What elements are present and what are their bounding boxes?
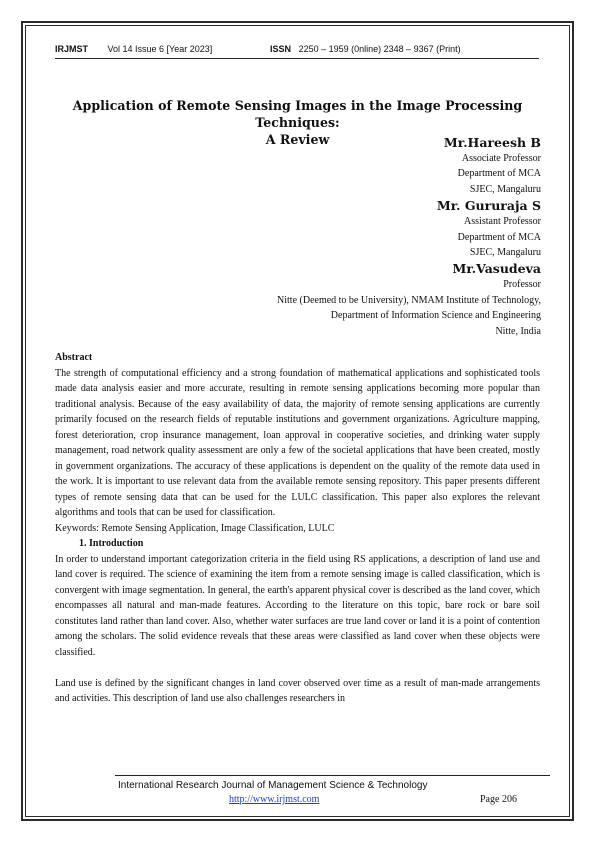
title-line-2: A Review <box>265 132 330 147</box>
introduction-paragraph-1: In order to understand important categorization criteria in the field using RS applications, a description of land use and land cover is required. The science of examining the item from a remote sensing image is called classification, which is convergent with image segmentation. In general, the earth's apparent physical cover is described as the land cover, which encompasses all natural and man-made features. According to the literature on this topic, bare rock or bare soil constitutes land rather than land cover. Also, whether water surfaces are true land cover or land it is a point of contention among the scholars. The solid evidence reveals that these areas were classified as land cover when these objects were classified. <box>55 553 540 658</box>
author-affiliation: Nitte (Deemed to be University), NMAM Institute of Technology, <box>277 294 541 306</box>
abstract-text: The strength of computational efficiency and a strong foundation of mathematical applications and sophisticated tools made data analysis easier and more accurate, resulting in remote sensing applications becoming more popular than traditional analysis. Because of the easy availability of data, the majority of remote sensing applications are currently primarily focused on the research fields of reputable institutions and government organizations. Agriculture mapping, forest deterioration, crop insurance management, loan approval in cooperative societies, and drinking water supply management, road network quality assessment are only a few of the societal applications that have been created, mostly in government organizations. The accuracy of these applications is dependent on the quality of the remote data used in the work. It is important to use relevant data from the available remote sensing repository. This paper presents different types of remote sensing data that can be used for the LULC classification. This paper also explores the relevant algorithms and tools that can be used for classification. <box>55 367 540 518</box>
introduction-paragraph-2: Land use is defined by the significant changes in land cover observed over time as a result of man-made arrangements and activities. This description of land use also challenges researchers in <box>55 677 540 704</box>
author-affiliation: Professor <box>503 279 541 291</box>
footer-journal-name: International Research Journal of Management Science & Technology <box>118 780 428 791</box>
header-rule <box>55 58 539 59</box>
author-affiliation: SJEC, Mangaluru <box>469 183 541 195</box>
author-affiliation: Department of Information Science and Engineering <box>330 310 541 322</box>
header-journal: IRJMST <box>55 44 89 54</box>
introduction-heading: 1. Introduction <box>79 538 144 549</box>
footer-rule <box>115 775 550 776</box>
header-issn-label: ISSN <box>270 44 292 54</box>
abstract-heading: Abstract <box>55 352 93 363</box>
page-number: Page 206 <box>480 794 517 805</box>
author-block <box>277 134 541 339</box>
keywords: Keywords: Remote Sensing Application, Image Classification, LULC <box>55 522 335 534</box>
footer-url-link[interactable]: http://www.irjmst.com <box>229 794 320 805</box>
paragraph-gap <box>55 660 540 676</box>
author-affiliation: Nitte, India <box>495 325 541 337</box>
author-name: Mr.Hareesh B <box>443 135 541 150</box>
header-issn-value: 2250 – 1959 (0nline) 2348 – 9367 (Print) <box>298 44 461 54</box>
author-name: Mr.Vasudeva <box>452 261 541 277</box>
author-affiliation: SJEC, Mangaluru <box>469 247 541 259</box>
paper-body <box>55 350 540 707</box>
author-affiliation: Assistant Professor <box>464 216 541 228</box>
author-affiliation: Department of MCA <box>457 168 541 180</box>
author-name: Mr. Gururaja S <box>436 198 541 214</box>
author-affiliation: Associate Professor <box>461 153 541 164</box>
running-header <box>55 44 461 54</box>
title-line-1: Application of Remote Sensing Images in the Image Processing Techniques: <box>72 98 523 130</box>
author-affiliation: Department of MCA <box>457 231 541 243</box>
header-volume: Vol 14 Issue 6 [Year 2023] <box>107 44 213 54</box>
